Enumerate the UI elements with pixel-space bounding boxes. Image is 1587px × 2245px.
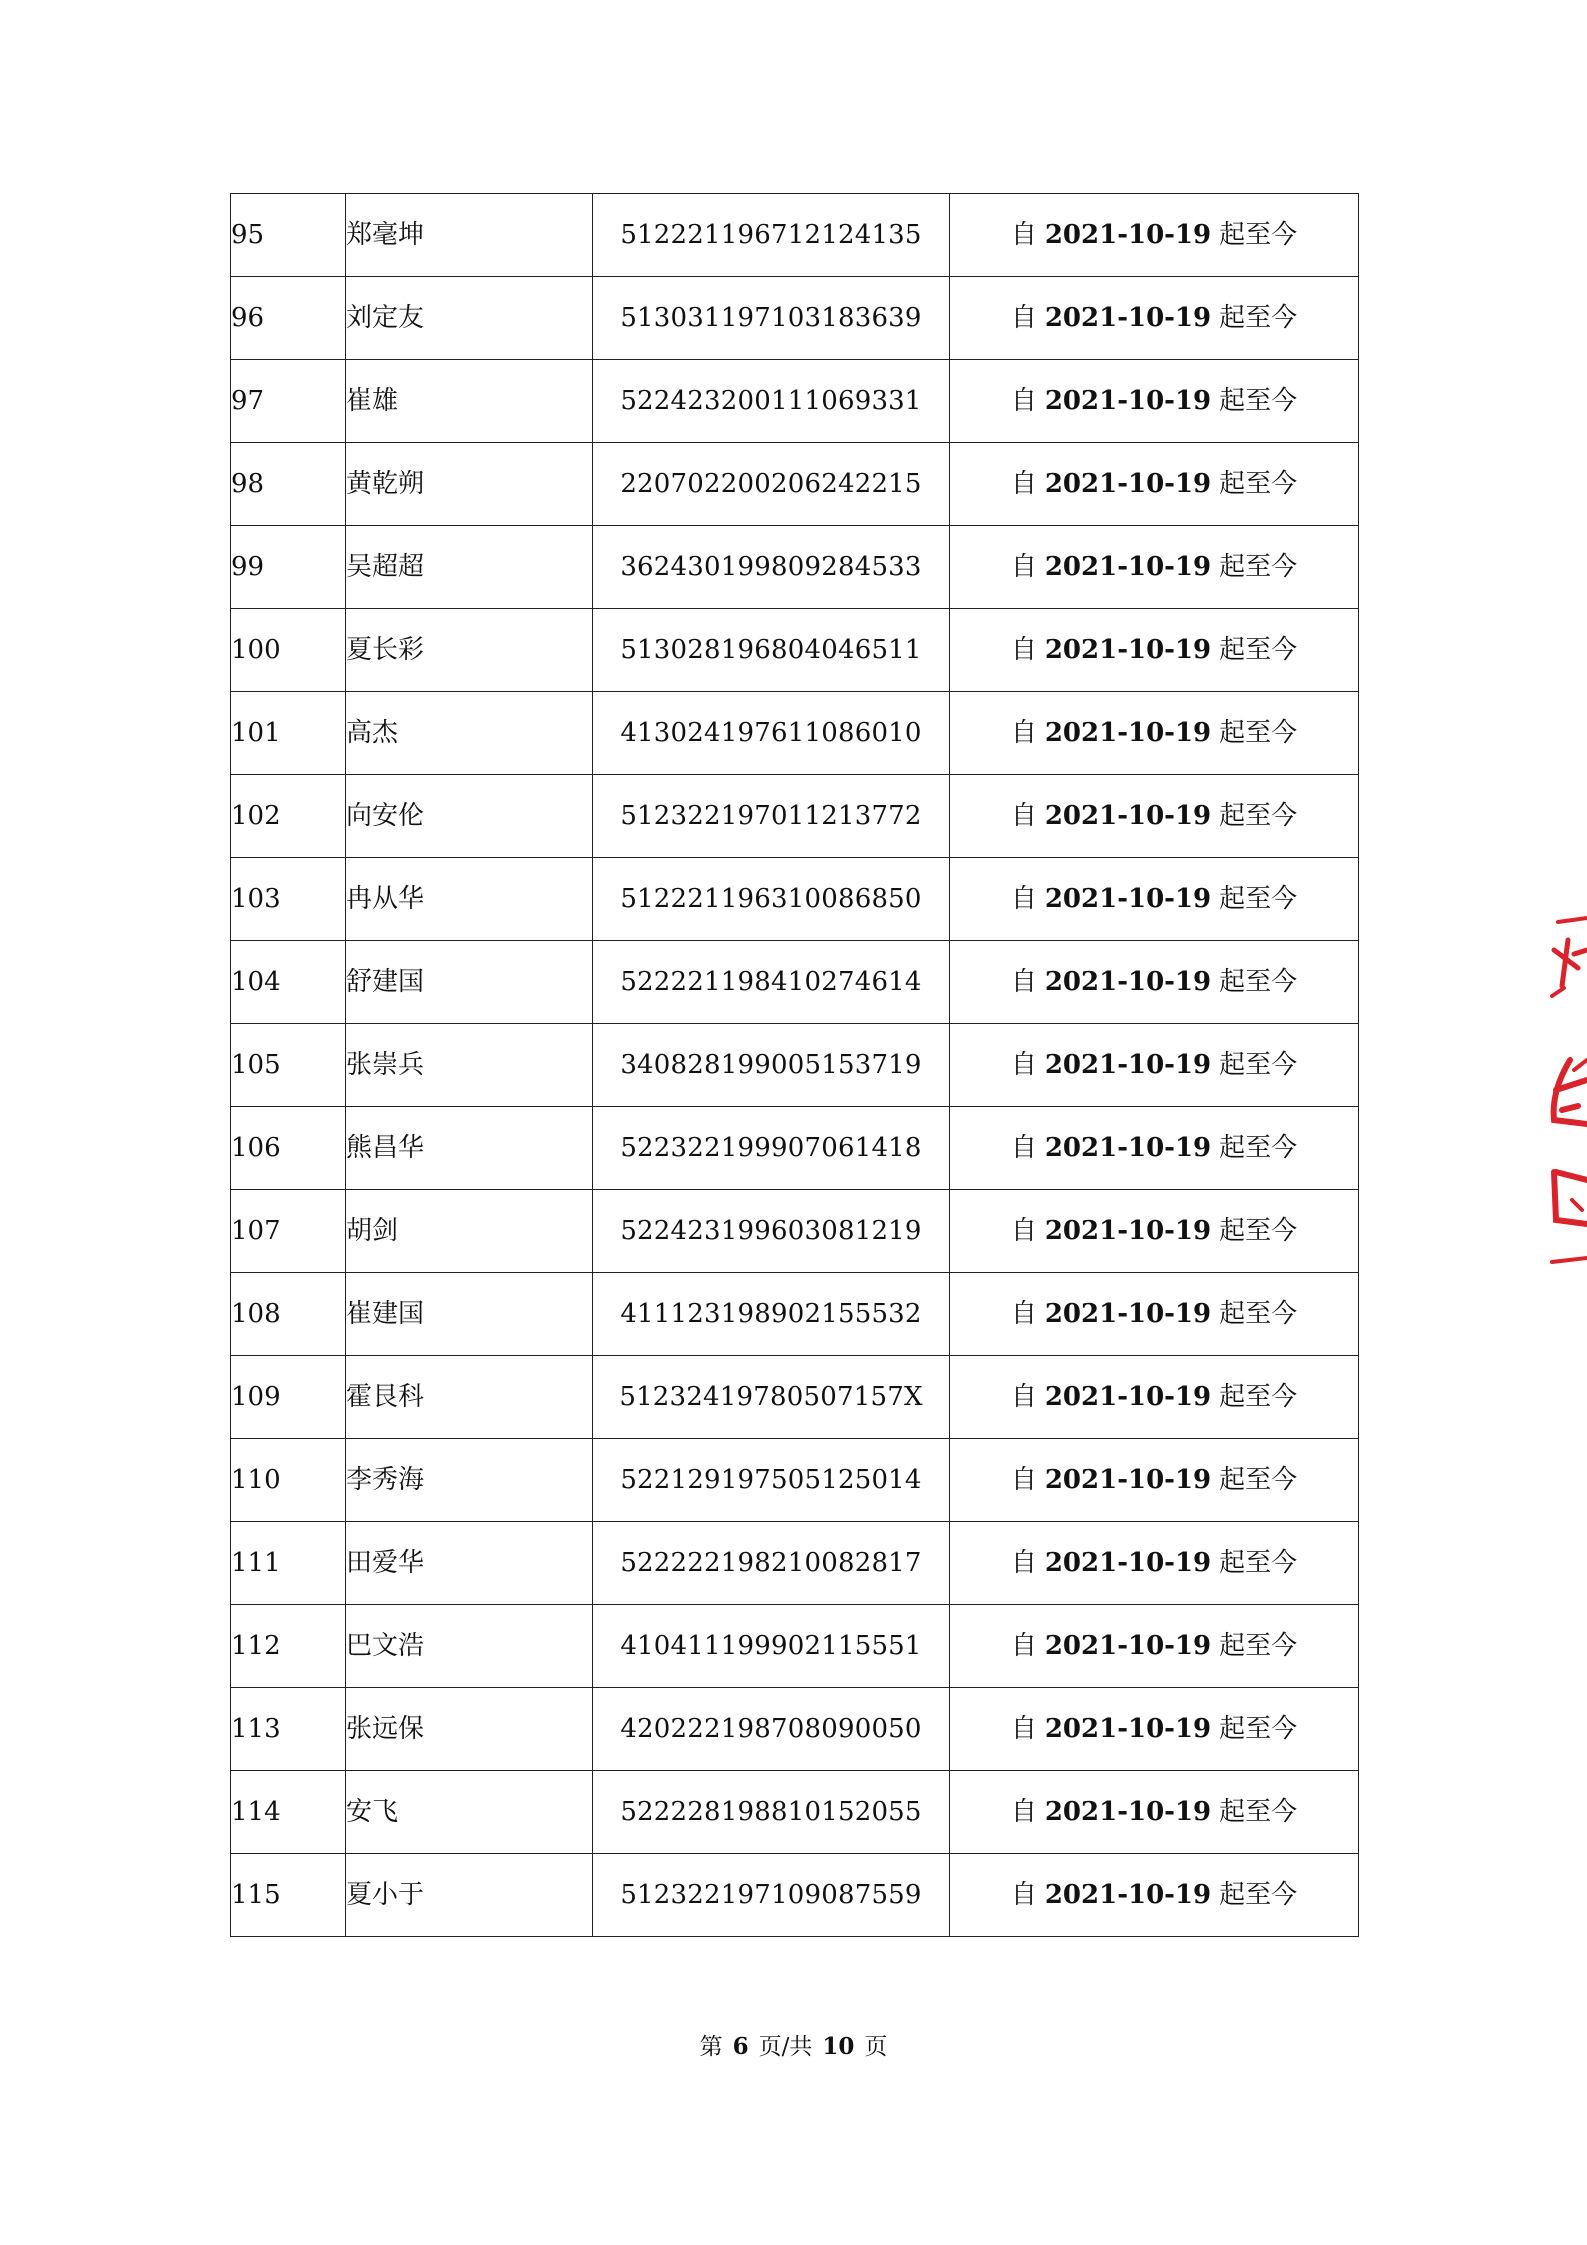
- person-name: 安飞: [346, 1771, 593, 1854]
- id-number: 512322197011213772: [593, 775, 950, 858]
- period-cell: [950, 1522, 1359, 1605]
- period-date: 2021-10-19: [1044, 1382, 1212, 1412]
- id-number: 522322199907061418: [593, 1107, 950, 1190]
- table-row: [231, 1439, 1359, 1522]
- period-date: 2021-10-19: [1044, 1216, 1212, 1246]
- id-number: 340828199005153719: [593, 1024, 950, 1107]
- period-date: 2021-10-19: [1044, 718, 1212, 748]
- id-number: 51232419780507157X: [593, 1356, 950, 1439]
- table-row: [231, 1522, 1359, 1605]
- period-prefix: 自: [1010, 1880, 1037, 1910]
- period-cell: [950, 1356, 1359, 1439]
- period-prefix: 自: [1010, 1133, 1037, 1163]
- period-suffix: 起至今: [1219, 1714, 1298, 1744]
- row-number: 107: [231, 1190, 346, 1273]
- row-number: 115: [231, 1854, 346, 1937]
- row-number: 110: [231, 1439, 346, 1522]
- id-number: 411123198902155532: [593, 1273, 950, 1356]
- footer-middle: 页/共: [758, 2034, 813, 2060]
- period-suffix: 起至今: [1219, 469, 1298, 499]
- table-row: [231, 194, 1359, 277]
- table-row: [231, 1024, 1359, 1107]
- id-number: 522423199603081219: [593, 1190, 950, 1273]
- person-name: 刘定友: [346, 277, 593, 360]
- period-suffix: 起至今: [1219, 1299, 1298, 1329]
- period-date: 2021-10-19: [1044, 1548, 1212, 1578]
- period-prefix: 自: [1010, 1714, 1037, 1744]
- period-prefix: 自: [1010, 1050, 1037, 1080]
- period-suffix: 起至今: [1219, 1797, 1298, 1827]
- table-row: [231, 360, 1359, 443]
- row-number: 98: [231, 443, 346, 526]
- person-name: 田爱华: [346, 1522, 593, 1605]
- period-cell: [950, 858, 1359, 941]
- person-name: 熊昌华: [346, 1107, 593, 1190]
- row-number: 101: [231, 692, 346, 775]
- person-name: 吴超超: [346, 526, 593, 609]
- table-row: [231, 775, 1359, 858]
- row-number: 102: [231, 775, 346, 858]
- period-suffix: 起至今: [1219, 1216, 1298, 1246]
- person-name: 夏长彩: [346, 609, 593, 692]
- person-name: 冉从华: [346, 858, 593, 941]
- period-date: 2021-10-19: [1044, 552, 1212, 582]
- period-prefix: 自: [1010, 1382, 1037, 1412]
- period-cell: [950, 941, 1359, 1024]
- period-date: 2021-10-19: [1044, 220, 1212, 250]
- person-name: 夏小于: [346, 1854, 593, 1937]
- table-row: [231, 443, 1359, 526]
- period-prefix: 自: [1010, 718, 1037, 748]
- period-cell: [950, 360, 1359, 443]
- table-row: [231, 692, 1359, 775]
- id-number: 522129197505125014: [593, 1439, 950, 1522]
- roster-table-body: [231, 194, 1359, 1937]
- id-number: 410411199902115551: [593, 1605, 950, 1688]
- period-cell: [950, 692, 1359, 775]
- period-prefix: 自: [1010, 220, 1037, 250]
- id-number: 522222198210082817: [593, 1522, 950, 1605]
- period-suffix: 起至今: [1219, 635, 1298, 665]
- table-row: [231, 1771, 1359, 1854]
- period-cell: [950, 609, 1359, 692]
- row-number: 105: [231, 1024, 346, 1107]
- id-number: 220702200206242215: [593, 443, 950, 526]
- period-cell: [950, 194, 1359, 277]
- period-cell: [950, 277, 1359, 360]
- id-number: 362430199809284533: [593, 526, 950, 609]
- footer-prefix: 第: [699, 2034, 723, 2060]
- table-row: [231, 858, 1359, 941]
- row-number: 103: [231, 858, 346, 941]
- period-cell: [950, 1439, 1359, 1522]
- period-prefix: 自: [1010, 635, 1037, 665]
- period-cell: [950, 1771, 1359, 1854]
- table-row: [231, 1190, 1359, 1273]
- period-date: 2021-10-19: [1044, 1465, 1212, 1495]
- period-suffix: 起至今: [1219, 552, 1298, 582]
- row-number: 114: [231, 1771, 346, 1854]
- period-suffix: 起至今: [1219, 1880, 1298, 1910]
- period-suffix: 起至今: [1219, 1465, 1298, 1495]
- period-cell: [950, 775, 1359, 858]
- period-cell: [950, 1024, 1359, 1107]
- period-date: 2021-10-19: [1044, 1880, 1212, 1910]
- period-date: 2021-10-19: [1044, 303, 1212, 333]
- period-prefix: 自: [1010, 1465, 1037, 1495]
- period-date: 2021-10-19: [1044, 801, 1212, 831]
- period-date: 2021-10-19: [1044, 1797, 1212, 1827]
- page-footer: [0, 2028, 1587, 2061]
- id-number: 512221196712124135: [593, 194, 950, 277]
- person-name: 舒建国: [346, 941, 593, 1024]
- person-name: 黄乾朔: [346, 443, 593, 526]
- id-number: 522228198810152055: [593, 1771, 950, 1854]
- id-number: 512221196310086850: [593, 858, 950, 941]
- person-name: 张崇兵: [346, 1024, 593, 1107]
- period-prefix: 自: [1010, 1797, 1037, 1827]
- period-cell: [950, 1605, 1359, 1688]
- table-row: [231, 1356, 1359, 1439]
- period-suffix: 起至今: [1219, 967, 1298, 997]
- period-suffix: 起至今: [1219, 884, 1298, 914]
- row-number: 111: [231, 1522, 346, 1605]
- row-number: 96: [231, 277, 346, 360]
- roster-table: [230, 193, 1359, 1937]
- period-prefix: 自: [1010, 1631, 1037, 1661]
- period-prefix: 自: [1010, 884, 1037, 914]
- row-number: 100: [231, 609, 346, 692]
- table-row: [231, 1605, 1359, 1688]
- period-cell: [950, 1107, 1359, 1190]
- person-name: 张远保: [346, 1688, 593, 1771]
- table-row: [231, 941, 1359, 1024]
- person-name: 高杰: [346, 692, 593, 775]
- period-date: 2021-10-19: [1044, 469, 1212, 499]
- period-date: 2021-10-19: [1044, 1714, 1212, 1744]
- person-name: 崔建国: [346, 1273, 593, 1356]
- seal-fragment-graphic: [1548, 910, 1587, 1280]
- person-name: 巴文浩: [346, 1605, 593, 1688]
- total-pages-number: 10: [822, 2033, 855, 2060]
- period-date: 2021-10-19: [1044, 635, 1212, 665]
- period-date: 2021-10-19: [1044, 386, 1212, 416]
- period-cell: [950, 443, 1359, 526]
- id-number: 522221198410274614: [593, 941, 950, 1024]
- period-suffix: 起至今: [1219, 220, 1298, 250]
- table-row: [231, 1107, 1359, 1190]
- id-number: 420222198708090050: [593, 1688, 950, 1771]
- person-name: 霍艮科: [346, 1356, 593, 1439]
- period-prefix: 自: [1010, 1548, 1037, 1578]
- id-number: 522423200111069331: [593, 360, 950, 443]
- period-cell: [950, 1190, 1359, 1273]
- period-prefix: 自: [1010, 801, 1037, 831]
- period-prefix: 自: [1010, 1299, 1037, 1329]
- period-date: 2021-10-19: [1044, 1631, 1212, 1661]
- period-prefix: 自: [1010, 469, 1037, 499]
- table-row: [231, 1854, 1359, 1937]
- period-suffix: 起至今: [1219, 801, 1298, 831]
- period-suffix: 起至今: [1219, 1382, 1298, 1412]
- row-number: 112: [231, 1605, 346, 1688]
- period-prefix: 自: [1010, 1216, 1037, 1246]
- period-suffix: 起至今: [1219, 718, 1298, 748]
- person-name: 李秀海: [346, 1439, 593, 1522]
- person-name: 胡剑: [346, 1190, 593, 1273]
- person-name: 崔雄: [346, 360, 593, 443]
- table-row: [231, 609, 1359, 692]
- footer-suffix: 页: [864, 2034, 888, 2060]
- table-row: [231, 526, 1359, 609]
- row-number: 109: [231, 1356, 346, 1439]
- period-prefix: 自: [1010, 967, 1037, 997]
- period-date: 2021-10-19: [1044, 1299, 1212, 1329]
- table-row: [231, 277, 1359, 360]
- id-number: 513028196804046511: [593, 609, 950, 692]
- person-name: 向安伦: [346, 775, 593, 858]
- partial-red-seal: [1548, 910, 1587, 1280]
- id-number: 512322197109087559: [593, 1854, 950, 1937]
- period-suffix: 起至今: [1219, 1050, 1298, 1080]
- row-number: 104: [231, 941, 346, 1024]
- row-number: 113: [231, 1688, 346, 1771]
- period-cell: [950, 1854, 1359, 1937]
- period-date: 2021-10-19: [1044, 1050, 1212, 1080]
- id-number: 513031197103183639: [593, 277, 950, 360]
- period-prefix: 自: [1010, 386, 1037, 416]
- period-cell: [950, 1688, 1359, 1771]
- row-number: 108: [231, 1273, 346, 1356]
- period-date: 2021-10-19: [1044, 884, 1212, 914]
- row-number: 99: [231, 526, 346, 609]
- period-suffix: 起至今: [1219, 386, 1298, 416]
- period-date: 2021-10-19: [1044, 1133, 1212, 1163]
- current-page-number: 6: [732, 2033, 749, 2060]
- table-row: [231, 1688, 1359, 1771]
- period-suffix: 起至今: [1219, 303, 1298, 333]
- period-suffix: 起至今: [1219, 1631, 1298, 1661]
- period-date: 2021-10-19: [1044, 967, 1212, 997]
- person-name: 郑毫坤: [346, 194, 593, 277]
- row-number: 97: [231, 360, 346, 443]
- period-cell: [950, 526, 1359, 609]
- period-prefix: 自: [1010, 552, 1037, 582]
- period-suffix: 起至今: [1219, 1133, 1298, 1163]
- period-prefix: 自: [1010, 303, 1037, 333]
- id-number: 413024197611086010: [593, 692, 950, 775]
- period-cell: [950, 1273, 1359, 1356]
- period-suffix: 起至今: [1219, 1548, 1298, 1578]
- table-row: [231, 1273, 1359, 1356]
- row-number: 95: [231, 194, 346, 277]
- row-number: 106: [231, 1107, 346, 1190]
